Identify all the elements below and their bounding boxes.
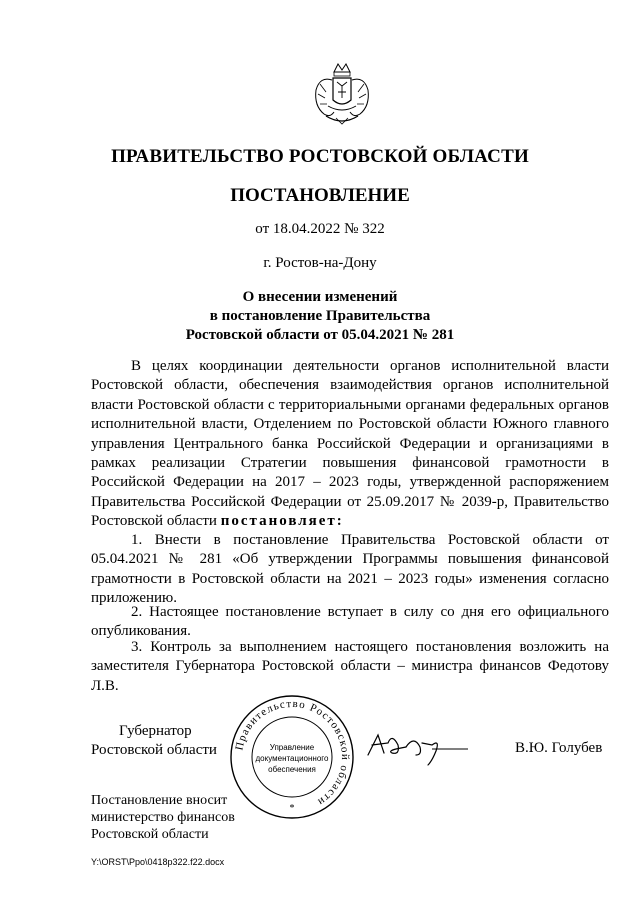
introduced-by-block xyxy=(91,792,235,843)
signer-name: В.Ю. Голубев xyxy=(515,740,603,756)
handwritten-signature xyxy=(362,725,472,770)
item-3-paragraph: 3. Контроль за выполнением настоящего постановления возложить на заместителя Губернатора Ростовской области – министра финансов Федотову Л.В. xyxy=(91,639,609,694)
seal-inner-line: документационного xyxy=(255,754,329,763)
introduced-line: Ростовской области xyxy=(91,827,209,842)
seal-star: * xyxy=(289,803,295,814)
organization-title: ПРАВИТЕЛЬСТВО РОСТОВСКОЙ ОБЛАСТИ xyxy=(111,146,529,167)
file-path: Y:\ORST\Ppo\0418p322.f22.docx xyxy=(91,857,225,867)
seal-inner-line: Управление xyxy=(269,743,315,752)
introduced-line: Постановление вносит xyxy=(91,793,228,808)
subject-line: в постановление Правительства xyxy=(209,308,431,324)
signer-region: Ростовской области xyxy=(91,742,217,758)
resolves-word: постановляет: xyxy=(220,513,344,530)
document-subject xyxy=(0,288,640,345)
subject-line: О внесении изменений xyxy=(242,289,398,305)
official-seal-stamp xyxy=(228,693,356,821)
document-type: ПОСТАНОВЛЕНИЕ xyxy=(230,185,410,206)
document-date-number: от 18.04.2022 № 322 xyxy=(255,221,385,237)
seal-inner-line: обеспечения xyxy=(268,765,316,774)
subject-line: Ростовской области от 05.04.2021 № 281 xyxy=(185,327,455,343)
introduced-line: министерство финансов xyxy=(91,810,235,825)
preamble-text: В целях координации деятельности органов исполнительной власти Ростовской области, обеспечения взаимодействия органов исполнительной власти Ростовской области с территориальными органами федеральных органов исполнительной власти, Отделением по Ростовской области Южного главного управления Центрального банка Российской Федерации и организациями в рамках реализации Стратегии повышения финансовой грамотности в Российской Федерации на 2017 – 2023 годы, утвержденной распоряжением Правительства Российской Федерации от 25.09.2017 № 2039-р, Правительство Ростовской области xyxy=(91,358,609,530)
coat-of-arms-icon xyxy=(312,62,372,128)
document-city: г. Ростов-на-Дону xyxy=(263,255,377,271)
signer-title xyxy=(91,722,217,760)
preamble-paragraph xyxy=(91,357,609,532)
signer-position: Губернатор xyxy=(119,723,192,739)
item-2-paragraph: 2. Настоящее постановление вступает в силу со дня его официального опубликования. xyxy=(91,604,609,640)
seal-ring-text: Правительство Ростовской области xyxy=(233,697,352,809)
item-1-paragraph: 1. Внести в постановление Правительства Ростовской области от 05.04.2021 № 281 «Об утверждении Программы повышения финансовой грамотности в Ростовской области на 2021 – 2023 годы» изменения согласно приложению. xyxy=(91,532,609,607)
